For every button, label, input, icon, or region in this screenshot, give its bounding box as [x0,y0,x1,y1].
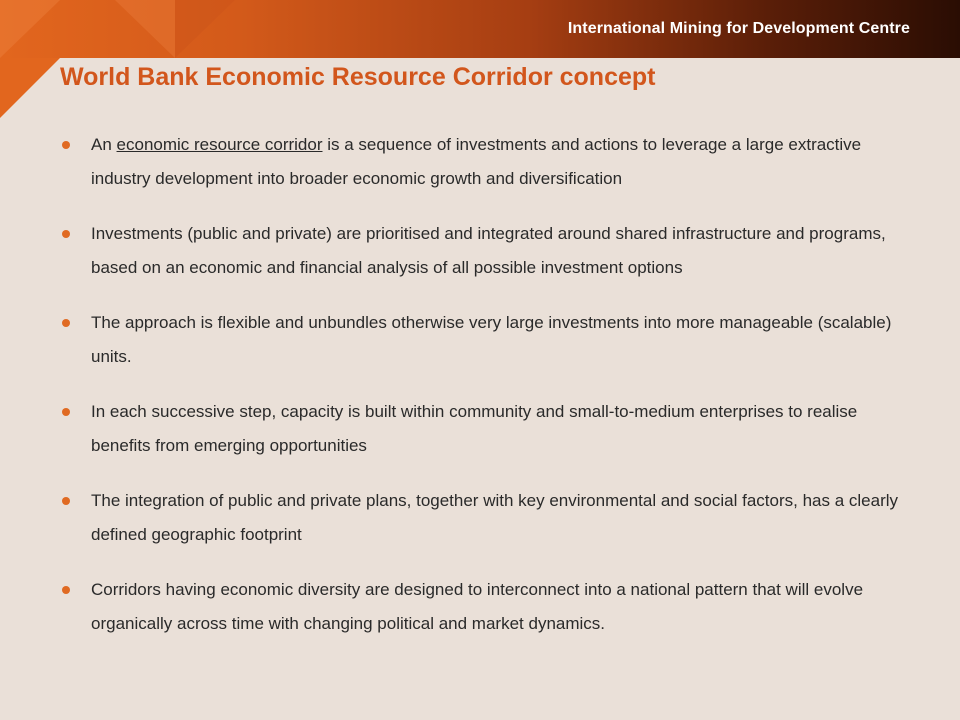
bullet-dot [62,230,70,238]
bullet-text: Investments (public and private) are prioritised and integrated around shared infrastructure and programs, based on an economic and financial analysis of all possible investment options [91,224,886,277]
bullet-item [60,395,920,463]
bullet-text: The approach is flexible and unbundles otherwise very large investments into more manageable (scalable) units. [91,313,892,366]
header-banner [0,0,960,58]
bullet-underlined-term: economic resource corridor [116,135,323,154]
org-name: International Mining for Development Centre [567,20,910,37]
bullet-dot [62,497,70,505]
bullet-item [60,484,920,552]
bullet-dot [62,141,70,149]
bullet-dot [62,586,70,594]
slide-title: World Bank Economic Resource Corridor concept [60,63,656,91]
bullet-text-prefix: An [91,135,117,154]
bullet-item [60,217,920,285]
bullet-text: In each successive step, capacity is built within community and small-to-medium enterprises to realise benefits from emerging opportunities [91,402,858,455]
bullet-item [60,306,920,374]
bullet-text: The integration of public and private plans, together with key environmental and social factors, has a clearly defined geographic footprint [91,491,899,544]
bullet-text: Corridors having economic diversity are designed to interconnect into a national pattern that will evolve organically across time with changing political and market dynamics. [91,580,864,633]
corner-tab-decoration [0,58,60,118]
bullet-item [60,128,920,196]
bullet-item [60,573,920,641]
bullet-list [60,128,920,662]
bullet-dot [62,319,70,327]
bullet-dot [62,408,70,416]
bullet-text-suffix: is a sequence of investments and actions to leverage a large extractive industry development into broader economic growth and diversification [91,135,862,188]
